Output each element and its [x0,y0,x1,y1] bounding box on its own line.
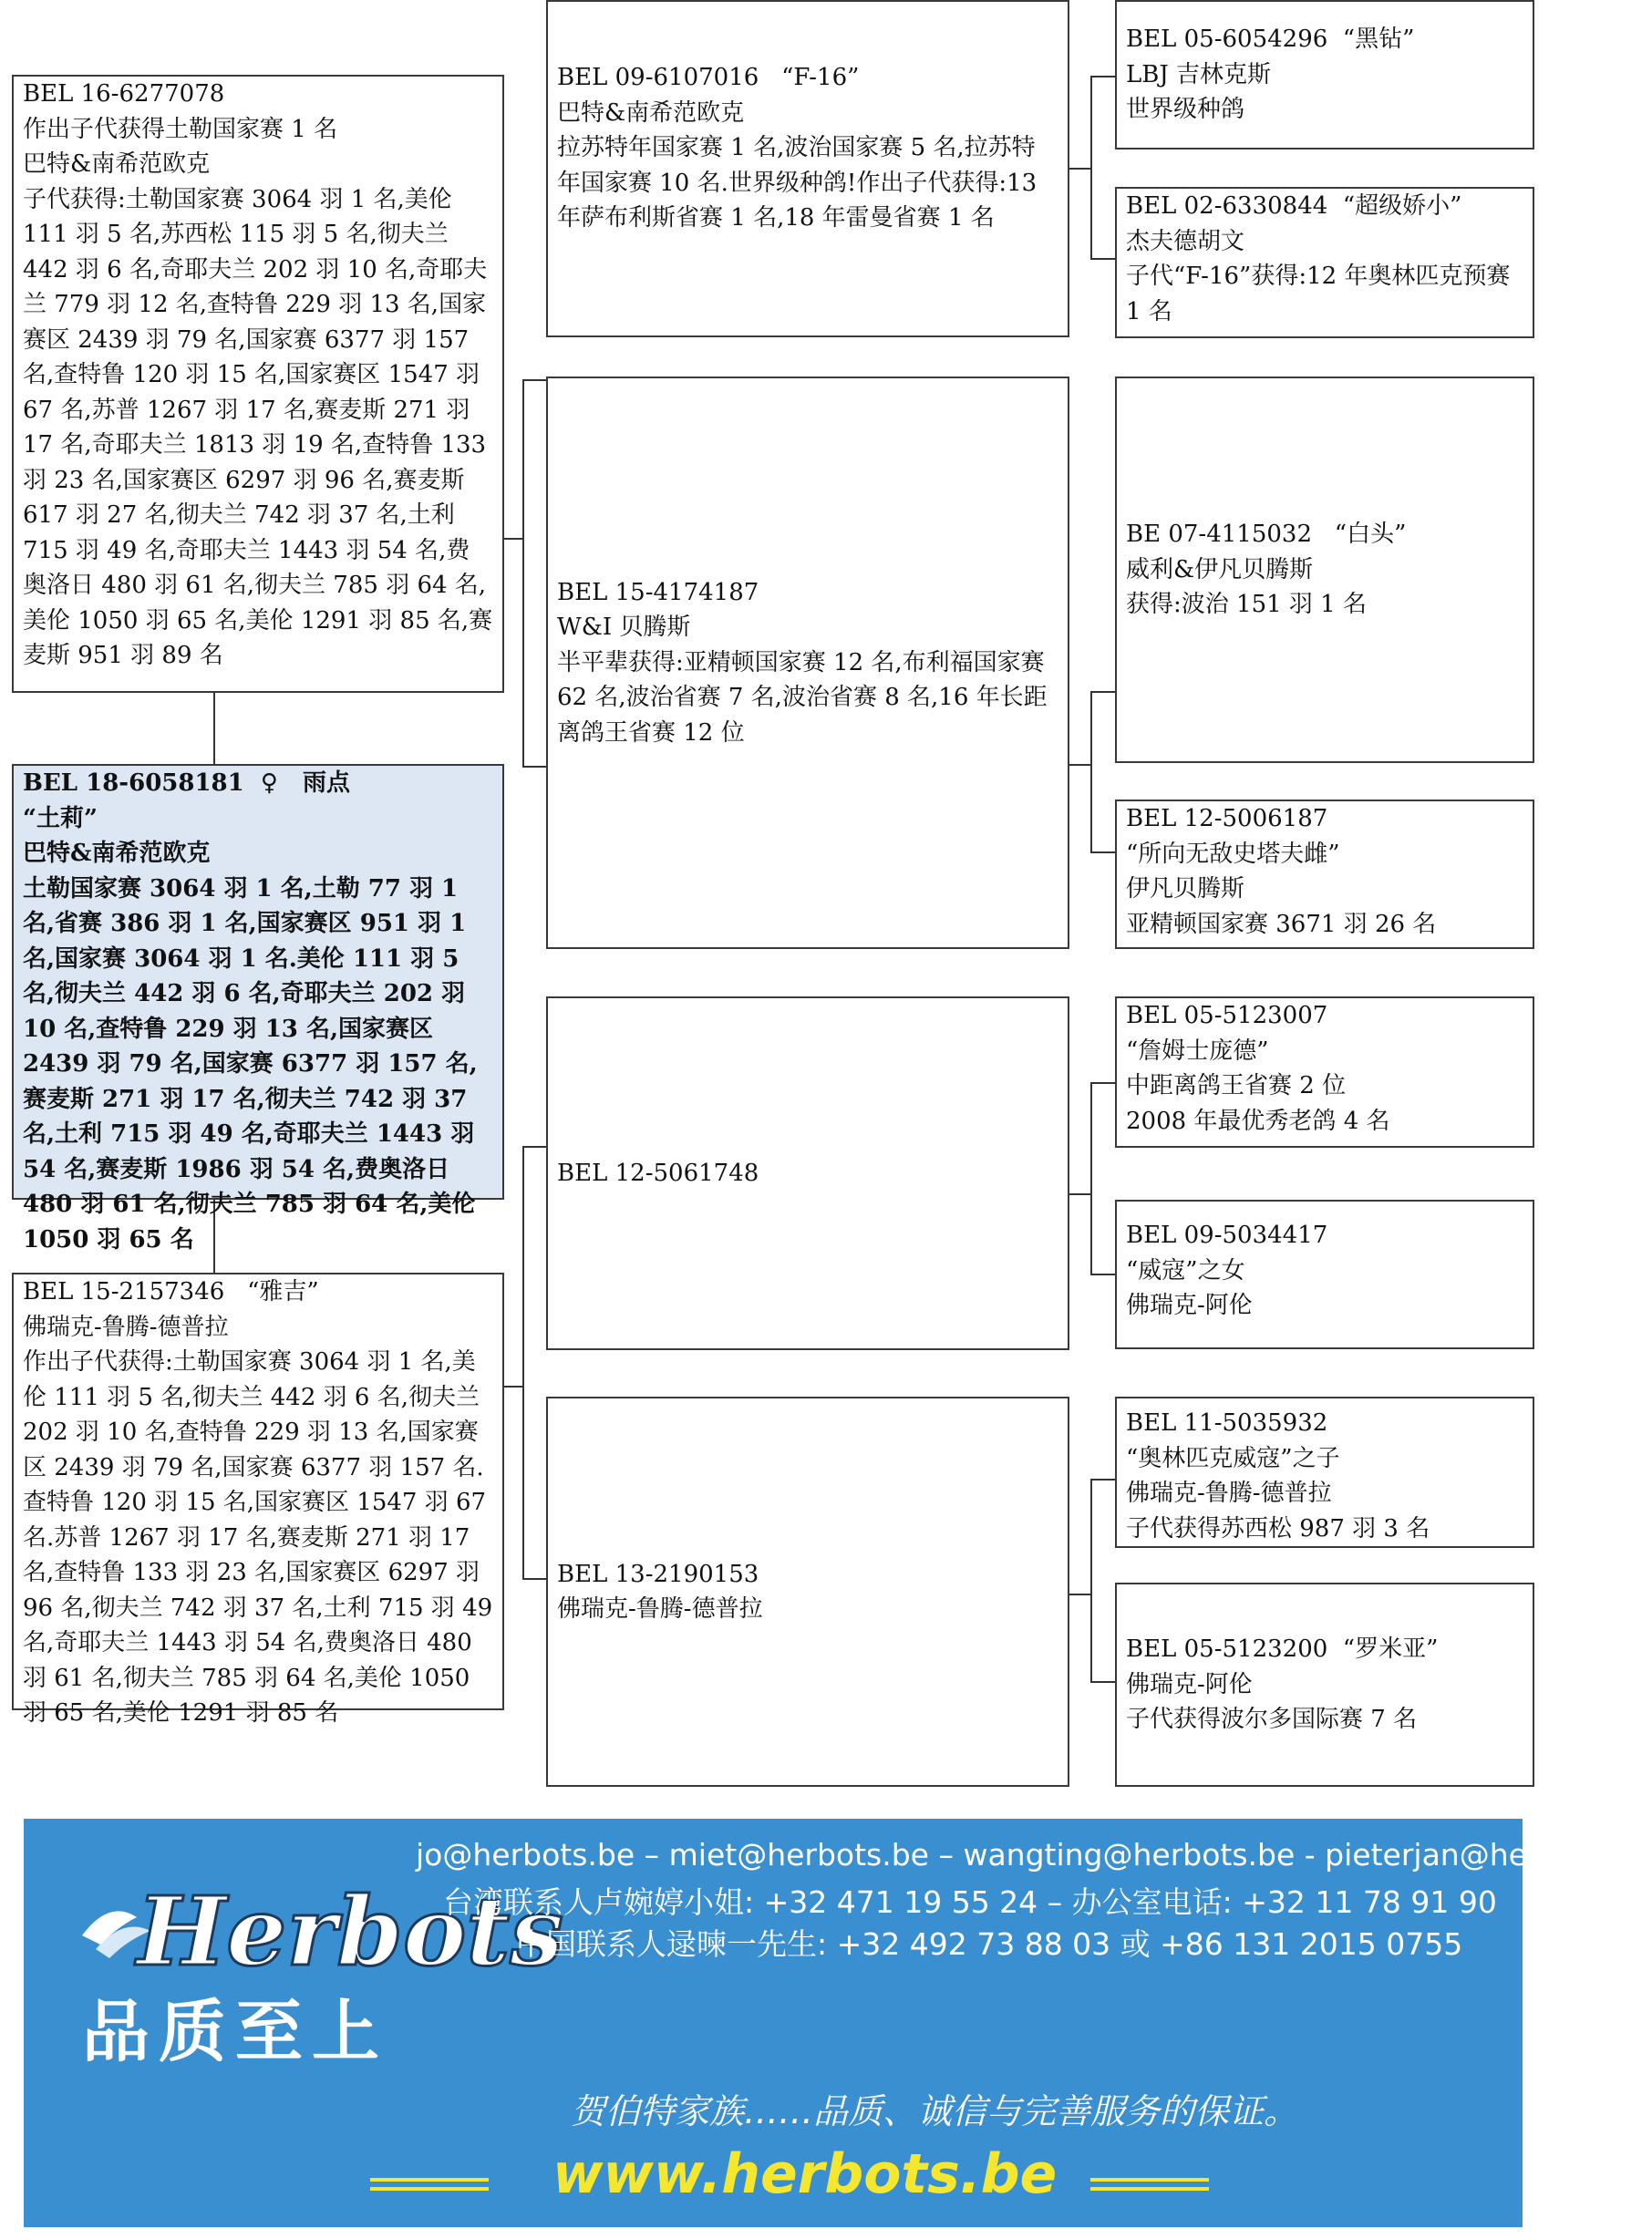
subject-card [12,764,504,1254]
sire-sire-ring-number: BEL 09-6107016 “F-16” [557,64,860,91]
connector [1090,1082,1117,1084]
divider [370,2187,489,2191]
dd-dam-breeder: 佛瑞克-阿伦 [1126,1670,1253,1698]
ds-sire-ring-number: BEL 05-5123007 [1126,1002,1328,1029]
sire-sire-card [546,0,1069,337]
connector [1090,76,1092,258]
contact-taiwan: 台湾联系人卢婉婷小姐: +32 471 19 55 24 – 办公室电话: +32 11 78 91 90 [443,1884,1497,1920]
dd-dam-results: 子代获得波尔多国际赛 7 名 [1126,1706,1418,1733]
dd-dam-card [1115,1583,1534,1787]
dam-dam-card [546,1397,1069,1787]
sd-dam-card [1115,800,1534,949]
connector [1068,1193,1090,1195]
connector [1090,1082,1092,1274]
subject-name: “土莉” [23,804,98,832]
sire-dam-card [546,377,1069,949]
sire-dam-results: 半平辈获得:亚精顿国家赛 12 名,布利福国家赛 62 名,波治省赛 7 名,波治省赛 8 名,16 年长距离鸽王省赛 12 位 [557,648,1048,747]
dd-sire-breeder: 佛瑞克-鲁腾-德普拉 [1126,1480,1332,1507]
ss-dam-card [1115,187,1534,338]
sd-sire-breeder: 威利&伊凡贝腾斯 [1126,555,1314,583]
sd-sire-card [1115,377,1534,763]
sd-sire-ring-number: BE 07-4115032 “白头” [1126,521,1407,549]
sire-sire-results: 拉苏特年国家赛 1 名,波治国家赛 5 名,拉苏特年国家赛 10 名.世界级种鸽!作出子代获得:13 年萨布利斯省赛 1 名,18 年雷曼省赛 1 名 [557,134,1038,232]
contact-china: 中国联系人逯暕一先生: +32 492 73 88 03 或 +86 131 2015 0755 [516,1926,1463,1962]
subject-breeder: 巴特&南希范欧克 [23,840,211,867]
connector [522,379,524,766]
connector [1068,764,1090,766]
dd-sire-ring-number: BEL 11-5035932 [1126,1409,1328,1437]
ds-sire-results: 中距离鸽王省赛 2 位 [1126,1072,1347,1099]
dam-sire-ring-number: BEL 12-5061748 [557,1159,759,1187]
connector [502,1386,522,1388]
sire-highlight: 作出子代获得土勒国家赛 1 名 [23,115,338,143]
ss-sire-note: 世界级种鸽 [1126,96,1245,123]
sd-dam-ring-number: BEL 12-5006187 [1126,805,1328,832]
sd-dam-breeder: 伊凡贝腾斯 [1126,875,1245,903]
sire-breeder: 巴特&南希范欧克 [23,150,211,178]
ss-dam-results: 子代“F-16”获得:12 年奥林匹克预赛 1 名 [1126,263,1511,325]
connector [1090,76,1117,77]
website-link[interactable]: www.herbots.be [552,2142,1058,2206]
herbots-logo [73,1862,563,1990]
sd-dam-name: “所向无敌史塔夫雌” [1126,840,1340,868]
ds-sire-card [1115,996,1534,1148]
logo-wordmark: Herbots [137,1875,563,1987]
dd-sire-name: “奥林匹克威寇”之子 [1126,1444,1340,1472]
dam-ring-number: BEL 15-2157346 “雅吉” [23,1278,319,1305]
divider [370,2178,489,2182]
dam-sire-card [546,996,1069,1350]
dam-dam-breeder: 佛瑞克-鲁腾-德普拉 [557,1595,763,1623]
dam-dam-ring-number: BEL 13-2190153 [557,1560,759,1588]
dd-sire-card [1115,1397,1534,1548]
connector [213,690,215,767]
sd-dam-results: 亚精顿国家赛 3671 羽 26 名 [1126,910,1437,938]
tagline: 贺伯特家族……品质、诚信与完善服务的保证。 [571,2091,1299,2131]
sire-dam-ring-number: BEL 15-4174187 [557,578,759,606]
ss-dam-ring-number: BEL 02-6330844 “超级娇小” [1126,192,1462,220]
dam-results: 作出子代获得:土勒国家赛 3064 羽 1 名,美伦 111 羽 5 名,彻夫兰 442 羽 6 名,彻夫兰 202 羽 10 名,查特鲁 229 羽 13 名,国家赛区 2439 羽 79 名,国家赛 6377 羽 157 名.查特鲁 120 羽 15 名,国家赛区 1547 羽 67 名.苏普 1267 羽 17 名,赛麦斯 271 羽 17 名,查特鲁 133 羽 23 名,国家赛区 6297 羽 96 名,彻夫兰 742 羽 37 名,土利 715 羽 49 名,奇耶夫兰 1443 羽 54 名,费奥洛日 480 羽 61 名,彻夫兰 785 羽 64 名,美伦 1050 羽 65 名,美伦 1291 羽 85 名 [23,1348,493,1727]
divider [1090,2178,1209,2182]
connector [522,1146,524,1578]
ds-dam-name: “威寇”之女 [1126,1256,1245,1285]
connector [1090,691,1117,693]
connector [522,766,548,768]
sire-results: 子代获得:土勒国家赛 3064 羽 1 名,美伦 111 羽 5 名,苏西松 115 羽 5 名,彻夫兰 442 羽 6 名,奇耶夫兰 202 羽 10 名,奇耶夫兰 779 羽 12 名,查特鲁 229 羽 13 名,国家赛区 2439 羽 79 名,国家赛 6377 羽 157 名,查特鲁 120 羽 15 名,国家赛区 1547 羽 67 名,苏普 1267 羽 17 名,赛麦斯 271 羽 17 名,奇耶夫兰 1813 羽 19 名,查特鲁 133 羽 23 名,国家赛区 6297 羽 96 名,赛麦斯 617 羽 27 名,彻夫兰 742 羽 37 名,土利 715 羽 49 名,奇耶夫兰 1443 羽 54 名,费奥洛日 480 羽 61 名,彻夫兰 785 羽 64 名,美伦 1050 羽 65 名,美伦 1291 羽 85 名,赛麦斯 951 羽 89 名 [23,185,493,669]
contact-emails: jo@herbots.be – miet@herbots.be – wangting@herbots.be - pieterjan@herbots.be [416,1837,1652,1873]
subject-ring-number: BEL 18-6058181 ♀ 雨点 [23,769,350,797]
connector [1068,168,1090,170]
herbots-banner [24,1819,1652,2227]
ss-sire-breeder: LBJ 吉林克斯 [1126,60,1272,88]
divider [1090,2187,1209,2191]
connector [1090,851,1117,853]
subject-results: 土勒国家赛 3064 羽 1 名,土勒 77 羽 1 名,省赛 386 羽 1 名,国家赛区 951 羽 1 名,国家赛 3064 羽 1 名.美伦 111 羽 5 名,彻夫兰 442 羽 6 名,奇耶夫兰 202 羽 10 名,查特鲁 229 羽 13 名,国家赛区 2439 羽 79 名,国家赛 6377 羽 157 名,赛麦斯 271 羽 17 名,彻夫兰 742 羽 37 名,土利 715 羽 49 名,奇耶夫兰 1443 羽 54 名,赛麦斯 1986 羽 54 名,费奥洛日 480 羽 61 名,彻夫兰 785 羽 64 名,美伦 1050 羽 65 名 [23,874,478,1254]
connector [522,379,548,381]
connector [1090,1479,1117,1481]
sire-sire-breeder: 巴特&南希范欧克 [557,98,745,127]
ss-sire-card [1115,0,1534,150]
connector [522,1578,548,1580]
sd-sire-results: 获得:波治 151 羽 1 名 [1126,591,1367,619]
dd-dam-ring-number: BEL 05-5123200 “罗米亚” [1126,1635,1439,1663]
dam-card [12,1273,504,1727]
connector [522,1146,548,1148]
ds-sire-award: 2008 年最优秀老鸽 4 名 [1126,1107,1390,1135]
ds-dam-ring-number: BEL 09-5034417 [1126,1222,1328,1249]
sire-ring-number: BEL 16-6277078 [23,80,225,108]
ds-sire-name: “詹姆士庞德” [1126,1037,1269,1065]
connector [1090,1479,1092,1681]
dam-breeder: 佛瑞克-鲁腾-德普拉 [23,1313,229,1341]
ds-dam-card [1115,1200,1534,1349]
connector [1090,691,1092,851]
connector [1090,1274,1117,1275]
connector [1090,1681,1117,1683]
slogan: 品质至上 [82,1993,388,2071]
ss-dam-breeder: 杰夫德胡文 [1126,227,1245,255]
connector [1068,1594,1090,1595]
ss-sire-ring-number: BEL 05-6054296 “黑钻” [1126,26,1415,53]
sire-card [12,75,504,693]
ds-dam-breeder: 佛瑞克-阿伦 [1126,1292,1253,1319]
sire-dam-breeder: W&I 贝腾斯 [557,614,691,642]
connector [1090,258,1117,260]
connector [502,538,522,540]
dd-sire-results: 子代获得苏西松 987 羽 3 名 [1126,1514,1430,1543]
